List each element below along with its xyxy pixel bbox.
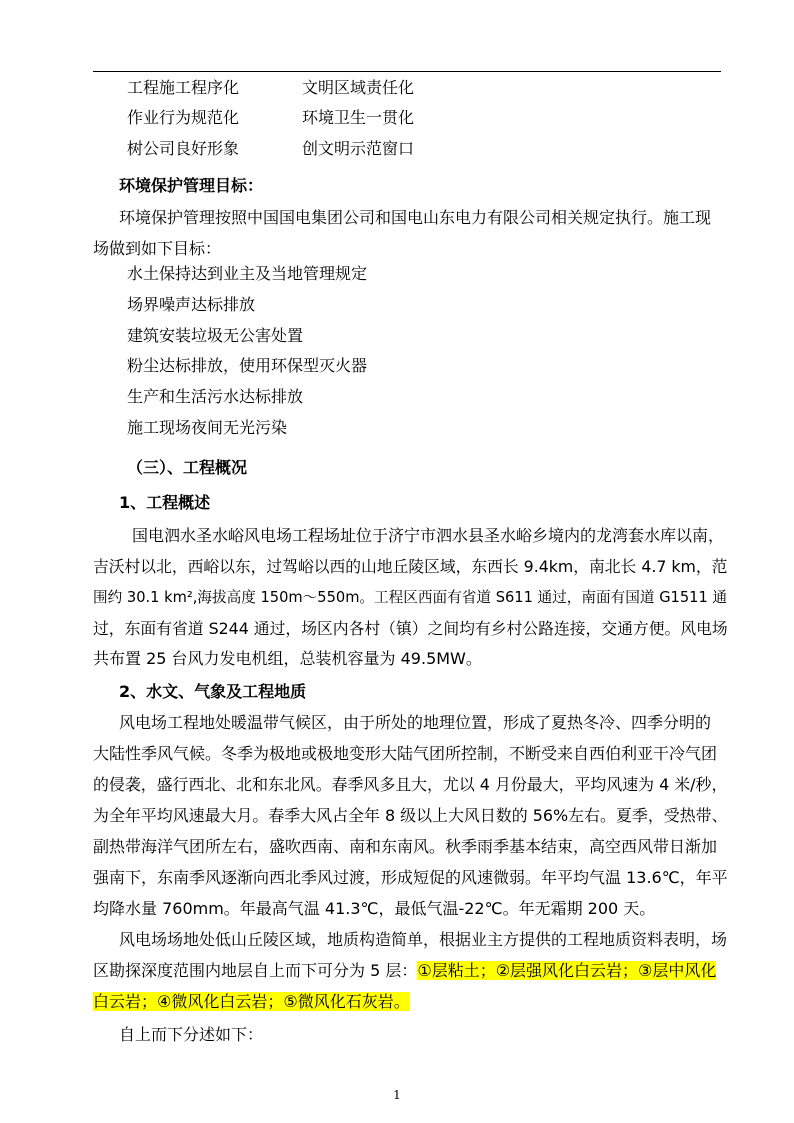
env-heading: 环境保护管理目标： bbox=[119, 176, 264, 195]
slogan-left-1: 工程施工程序化 bbox=[127, 78, 240, 97]
slogan-left-2: 作业行为规范化 bbox=[127, 108, 240, 127]
env-item: 施工现场夜间无光污染 bbox=[127, 418, 288, 437]
paragraph-line: 国电泗水圣水峪风电场工程场址位于济宁市泗水县圣水峪乡境内的龙湾套水库以南， bbox=[132, 526, 725, 545]
env-item: 建筑安装垃圾无公害处置 bbox=[127, 326, 304, 345]
geology-line-2 bbox=[93, 961, 716, 981]
slogan-right-2: 环境卫生一贯化 bbox=[302, 108, 415, 127]
paragraph-line: 围约 30.1 km²,海拔高度 150m～550m。工程区西面有省道 S611 通过，南面有国道 G1511 通 bbox=[93, 589, 728, 606]
closing-line: 自上而下分述如下： bbox=[119, 1025, 264, 1044]
paragraph-line: 风电场工程地处暖温带气候区，由于所处的地理位置，形成了夏热冬冷、四季分明的 bbox=[119, 713, 712, 732]
geology-highlight-1: ①层粘土；②层强风化白云岩；③层中风化 bbox=[417, 961, 717, 980]
env-item: 水土保持达到业主及当地管理规定 bbox=[127, 264, 368, 283]
geology-line-2-plain: 区勘探深度范围内地层自上而下可分为 5 层： bbox=[93, 961, 418, 980]
env-item: 生产和生活污水达标排放 bbox=[127, 387, 304, 406]
geology-line-3 bbox=[93, 992, 410, 1012]
paragraph-line: 共布置 25 台风力发电机组，总装机容量为 49.5MW。 bbox=[93, 649, 482, 668]
slogan-right-3: 创文明示范窗口 bbox=[302, 139, 415, 158]
env-intro-line-2: 场做到如下目标： bbox=[93, 239, 222, 258]
paragraph-line: 强南下，东南季风逐渐向西北季风过渡，形成短促的风速微弱。年平均气温 13.6℃，年平 bbox=[93, 868, 728, 887]
subsection-heading-2: 2、水文、气象及工程地质 bbox=[119, 682, 307, 701]
paragraph-line: 均降水量 760mm。年最高气温 41.3℃，最低气温-22℃。年无霜期 200 天。 bbox=[93, 899, 656, 918]
env-intro-line-1: 环境保护管理按照中国国电集团公司和国电山东电力有限公司相关规定执行。施工现 bbox=[119, 208, 712, 227]
env-item: 场界噪声达标排放 bbox=[127, 295, 256, 314]
paragraph-line: 的侵袭，盛行西北、北和东北风。春季风多且大，尤以 4 月份最大，平均风速为 4 米/秒， bbox=[93, 775, 728, 794]
geology-highlight-2: 白云岩；④微风化白云岩；⑤微风化石灰岩。 bbox=[93, 992, 410, 1011]
slogan-right-1: 文明区域责任化 bbox=[302, 78, 415, 97]
paragraph-line: 吉沃村以北，西峪以东，过驾峪以西的山地丘陵区域，东西长 9.4km，南北长 4.7 km，范 bbox=[93, 557, 728, 576]
paragraph-line: 过，东面有省道 S244 通过，场区内各村（镇）之间均有乡村公路连接，交通方便。风电场 bbox=[93, 619, 728, 638]
section-heading: （三）、工程概况 bbox=[127, 458, 248, 477]
geology-line-1: 风电场场地处低山丘陵区域，地质构造简单，根据业主方提供的工程地质资料表明，场 bbox=[119, 930, 728, 949]
paragraph-line: 大陆性季风气候。冬季为极地或极地变形大陆气团所控制，不断受来自西伯利亚干冷气团 bbox=[93, 744, 718, 763]
paragraph-line: 副热带海洋气团所左右，盛吹西南、南和东南风。秋季雨季基本结束，高空西风带日渐加 bbox=[93, 837, 718, 856]
paragraph-line: 为全年平均风速最大月。春季大风占全年 8 级以上大风日数的 56%左右。夏季，受热带、 bbox=[93, 806, 728, 825]
page-number: 1 bbox=[393, 1088, 401, 1102]
slogan-left-3: 树公司良好形象 bbox=[127, 139, 240, 158]
subsection-heading-1: 1、工程概述 bbox=[119, 493, 211, 512]
env-item: 粉尘达标排放，使用环保型灭火器 bbox=[127, 356, 368, 375]
header-rule bbox=[93, 71, 721, 72]
